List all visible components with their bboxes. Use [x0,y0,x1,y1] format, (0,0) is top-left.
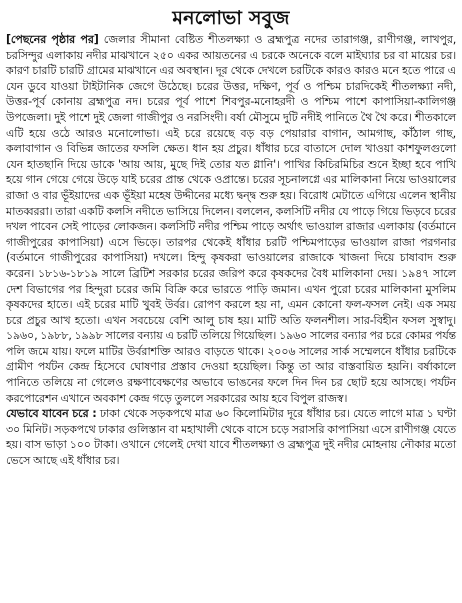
article-paragraph [6,32,456,406]
article-body [6,32,456,469]
continuation-label: [পেছনের পৃষ্ঠার পর] [6,33,99,46]
travel-section-label: যেভাবে যাবেন চরে : [6,407,97,421]
article-title: মনলোভা সবুজ [172,7,290,29]
article-body-text: জেলার সীমানা বেষ্টিত শীতলক্ষ্যা ও ব্রহ্মপুত্র নদের তারাগঞ্জ, রাণীগঞ্জ, লাখপুর, চরসিন্দুর এলাকায় নদীর মাঝখানে ২৫০ একর আয়তনের এ চরকে অনেকে বলে মাইঘ্যার চর বা মায়ের চর। কারণ চারটি চারটি গ্রামের মাঝখানে এর অবস্থান। দূর থেকে দেখলে চরটিকে কারও কারও মনে হতে পারে এ যেন ডুবে যাওয়া টাইটানিক জেগে উঠেছে। চরের উত্তর, দক্ষিণ, পূর্ব ও পশ্চিম চারদিকেই শীতলক্ষ্যা নদী, উত্তর-পূর্ব কোনায় ব্রহ্মপুত্র নদ। চরের পূর্ব পাশে শিবপুর-মনোহরদী ও পশ্চিম পাশে কাপাসিয়া-কালিগঞ্জ উপজেলা। দুই পাশে দুই জেলা গাজীপুর ও নরসিংদী। বর্ষা মৌসুমে দুটি নদীই পানিতে থৈ থৈ করে। শীতকালে এটি হয়ে ওঠে আরও মনোলোভা। এই চরে রয়েছে বড় বড় পেয়ারার বাগান, আমগাছ, কাঁঠাল গাছ, কলাবাগান ও বিভিন্ন জাতের ফসলি ক্ষেত। ধান হয় প্রচুর। ধাঁধার চরে বাতাসে দোল খাওয়া কাশফুলগুলো যেন হাতছানি দিয়ে ডাকে 'আয় আয়, মুছে দিই তোর যত গ্লানি'। পাখির কিচিরমিচির শুনে ইচ্ছা হবে পাখি হয়ে গান গেয়ে গেয়ে উড়ে যাই চরের প্রান্ত থেকে ওপ্রান্তে। চরের সূচনালগ্নে এর মালিকানা নিয়ে ভাওয়ালের রাজা ও বার ভূঁইয়াদের এক ভূঁইয়া মহেষ উদ্দীনের মধ্যে দ্বন্দ্ব শুরু হয়। বিরোধ মেটাতে এগিয়ে এলেন স্থানীয় মাতব্বররা। তারা একটি কলসি নদীতে ভাসিয়ে দিলেন। বললেন, কলসিটি নদীর যে পাড়ে গিয়ে ভিড়বে চরের দখল পাবেন সেই পাড়ের লোকজন। কলসিটি নদীর পশ্চিম পাড়ে অর্থাৎ ভাওয়াল রাজার এলাকায় (বর্তমানে গাজীপুরের কাপাসিয়া) এসে ভিড়ে। তারপর থেকেই ধাঁধার চরটি পশ্চিমপাড়ের ভাওয়াল রাজা পরগনার (বর্তমানে গাজীপুরের কাপাসিয়া) দখলে। হিন্দু কৃষকরা ভাওয়ালের রাজাকে খাজনা দিয়ে চাষাবাদ শুরু করেন। ১৮১৬-১৮১৯ সালে ব্রিটিশ সরকার চরের জরিপ করে কৃষকদের বৈধ মালিকানা দেয়। ১৯৪৭ সালে দেশ বিভাগের পর হিন্দুরা চরের জমি বিক্রি করে ভারতে পাড়ি জমান। এখন পুরো চরের মালিকানা মুসলিম কৃষকদের হাতে। এই চরের মাটি খুবই উর্বর। রোপণ করলে হয় না, এমন কোনো ফল-ফসল নেই। এক সময় চরে প্রচুর আখ হতো। এখন সবচেয়ে বেশি আলু চাষ হয়। মাটি অতি ফলনশীল। সার-বিহীন ফসল সুস্বাদু। ১৯৬০, ১৯৮৮, ১৯৯৮ সালের বন্যায় এ চরটি তলিয়ে গিয়েছিল। ১৯৬০ সালের বন্যার পর চরে কোমর পর্যন্ত পলি জমে যায়। ফলে মাটির উর্বরাশক্তি আরও বাড়তে থাকে। ২০০৬ সালের সার্ক সম্মেলনে ধাঁধার চরটিকে গ্রামীণ পর্যটন কেন্দ্র হিসেবে ঘোষণার প্রস্তাব দেওয়া হয়েছিল। কিন্তু তা আর বাস্তবায়িত হয়নি। বর্ষাকালে পানিতে তলিয়ে না গেলেও রক্ষণাবেক্ষণের অভাবে ভাঙনের ফলে দিন দিন চর ছোট হয়ে আসছে। পর্যটন করপোরেশন এখানে অবকাশ কেন্দ্র গড়ে তুললে সরকারের আয় হবে বিপুল রাজস্ব। [6,33,457,405]
travel-section-text: ঢাকা থেকে সড়কপথে মাত্র ৬০ কিলোমিটার দূরে ধাঁধার চর। যেতে লাগে মাত্র ১ ঘণ্টা ৩০ মিনিট। সড়কপথে ঢাকার গুলিস্তান বা মহাখালী থেকে বাসে চড়ে সরাসরি কাপাসিয়া এসে রাণীগঞ্জ যেতে হয়। বাস ভাড়া ১০০ টাকা। ওখানে গেলেই দেখা যাবে শীতলক্ষ্যা ও ব্রহ্মপুত্র দুই নদীর মোহনায় নৌকার মতো ভেসে আছে এই ধাঁধার চর। [6,407,457,468]
travel-paragraph [6,406,456,468]
